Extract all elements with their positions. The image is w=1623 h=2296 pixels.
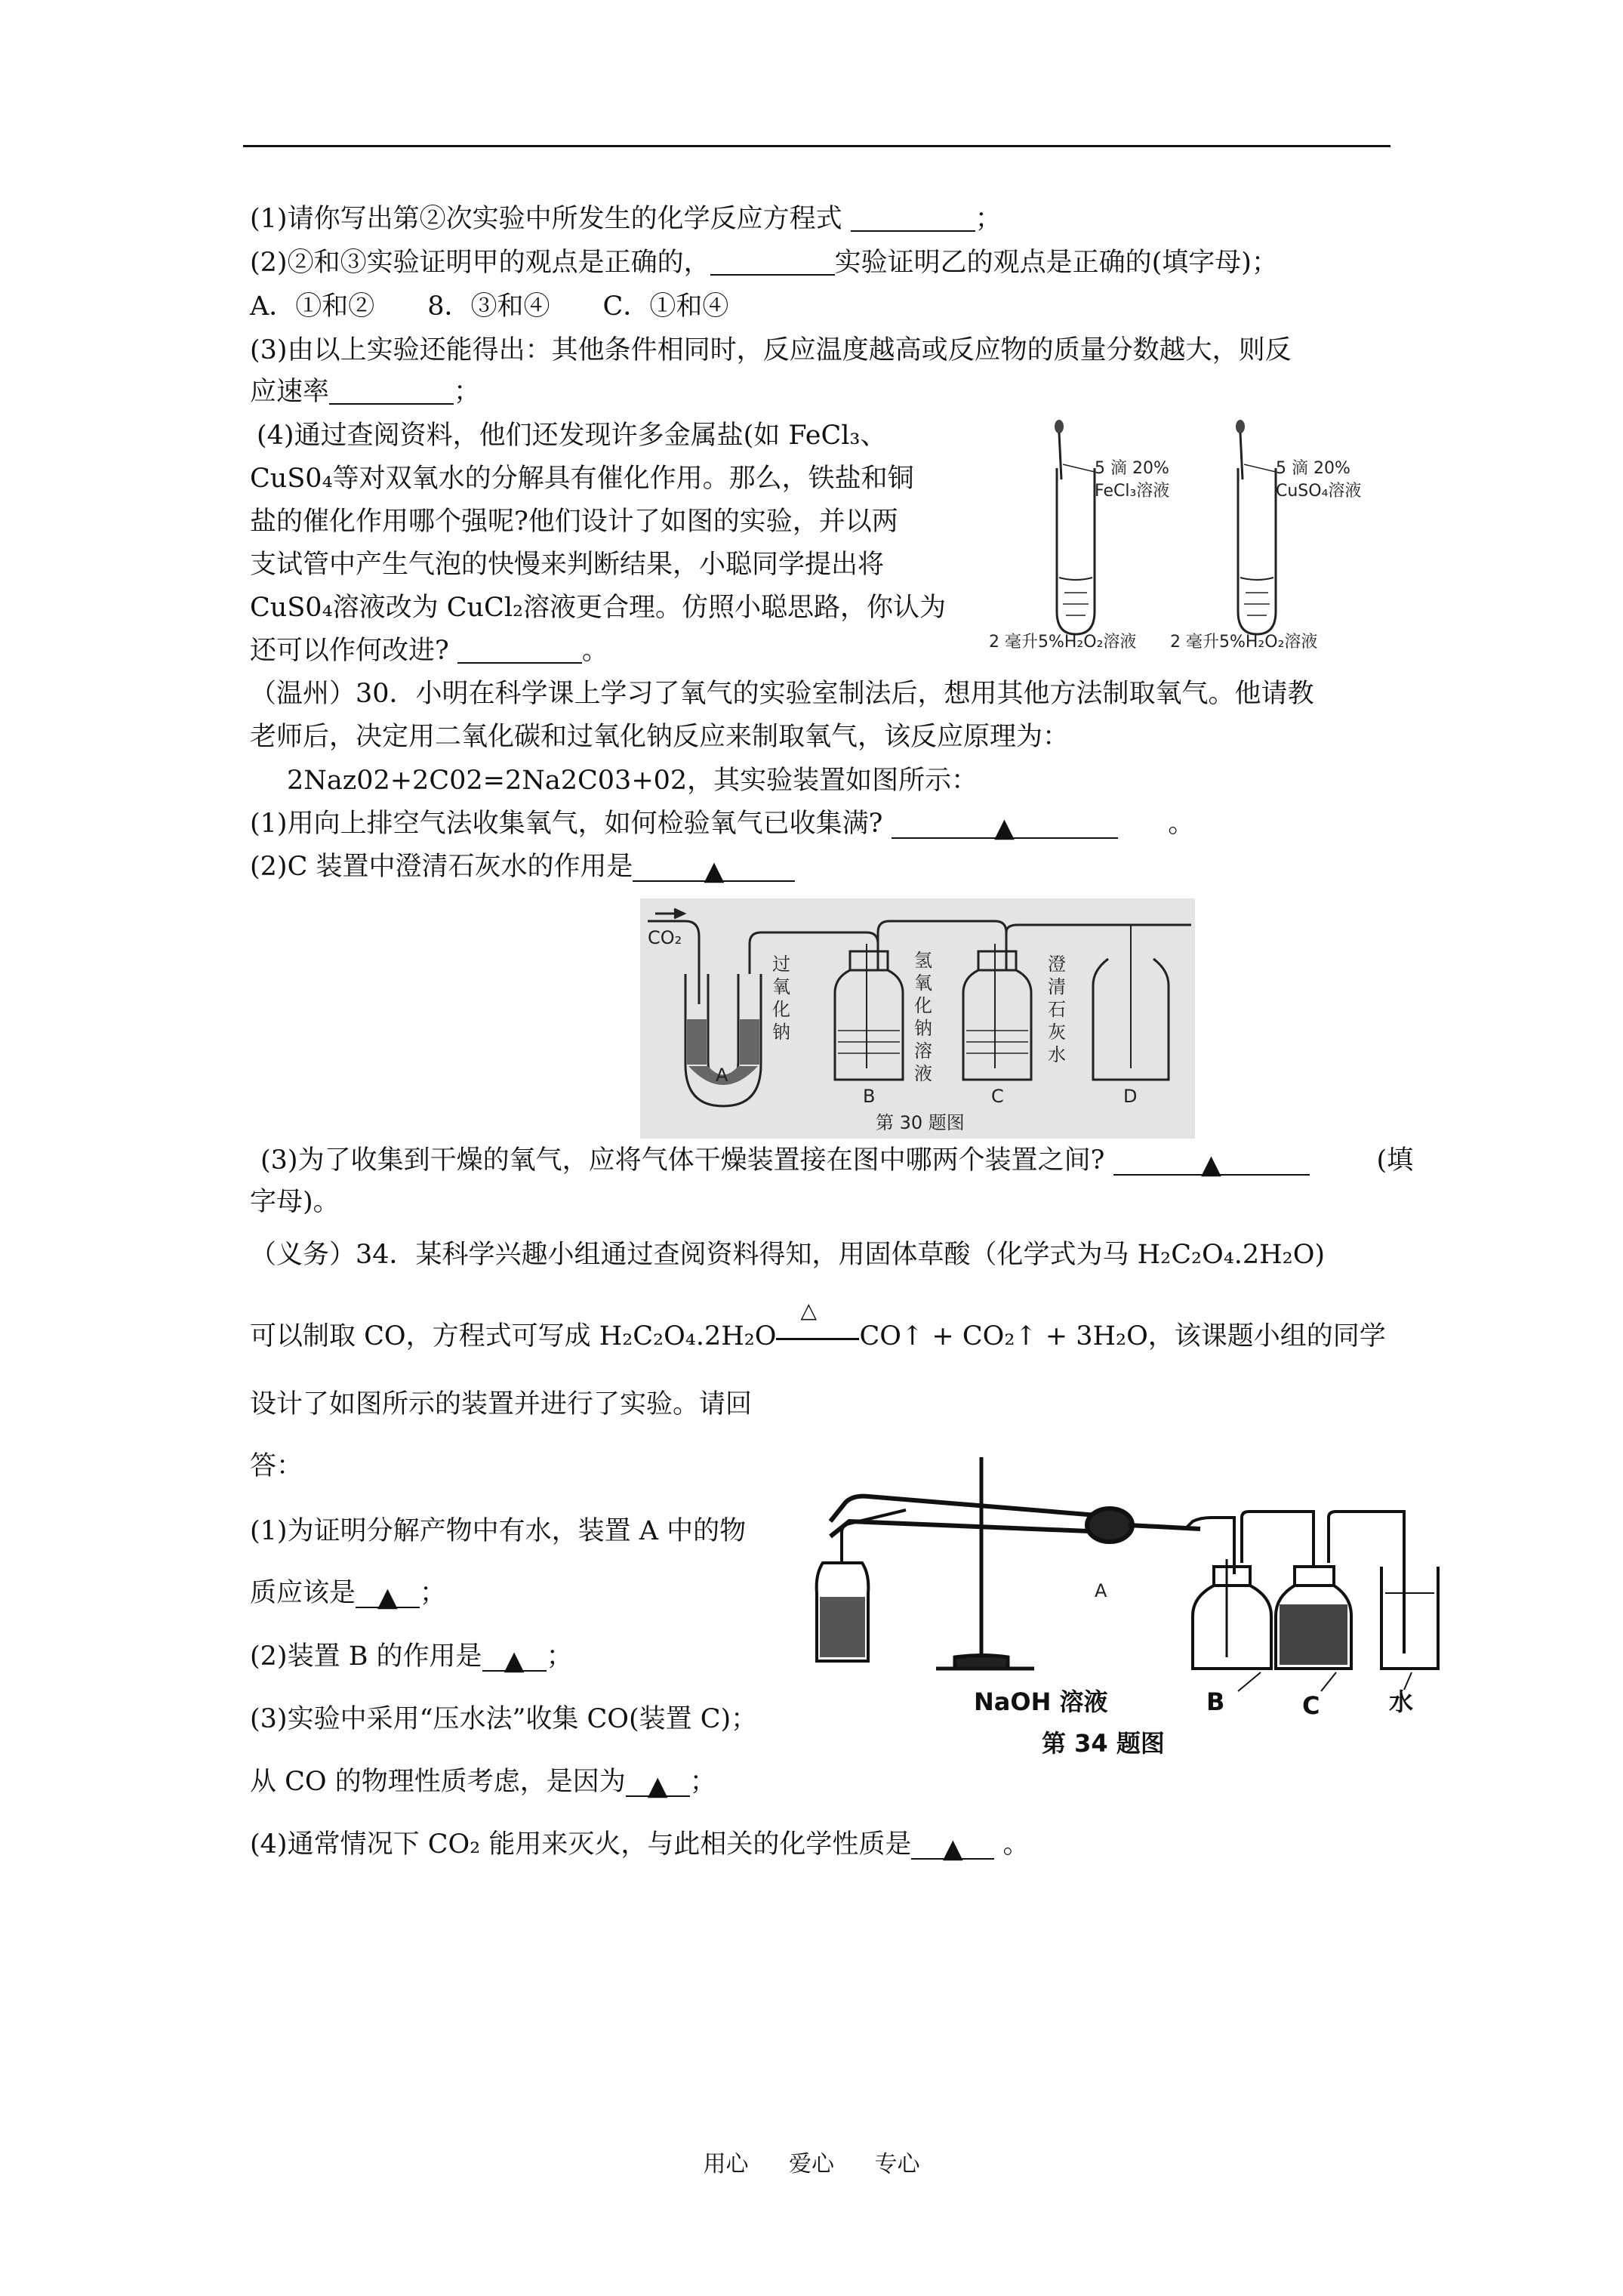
answer-blank[interactable]: ▲ — [356, 1581, 420, 1608]
answer-blank[interactable]: ▲ — [626, 1770, 690, 1797]
left-bottom-label: 2 毫升5%H₂O₂溶液 — [989, 633, 1137, 652]
reaction-arrow — [776, 1298, 859, 1340]
flask-left — [817, 1510, 906, 1661]
heated-tube — [830, 1496, 1200, 1542]
q30-equation: 2Naz02+2C02=2Na2C03+02，其实验装置如图所示： — [287, 766, 978, 796]
label-a-char-2: 氧 — [772, 976, 790, 997]
q29-part4-line2: CuS0₄等对双氧水的分解具有催化作用。那么，铁盐和铜 — [250, 464, 914, 494]
q34-part3-line1: (3)实验中采用“压水法”收集 CO(装置 C)； — [250, 1704, 758, 1734]
q30-part3-line1: (3)为了收集到干燥的氧气，应将气体干燥装置接在图中哪两个装置之间? ▲ (填 — [260, 1145, 1414, 1180]
answer-blank[interactable] — [329, 378, 454, 405]
label-b-char-3: 化 — [914, 995, 932, 1016]
iron-stand — [936, 1457, 1034, 1669]
figure-34-caption: 第 34 题图 — [1042, 1729, 1165, 1758]
label-naoh: NaOH 溶液 — [974, 1687, 1108, 1716]
q34-part1-line1: (1)为证明分解产物中有水，装置 A 中的物 — [250, 1516, 747, 1546]
label-c-char-4: 灰 — [1048, 1022, 1066, 1043]
label-a-char-4: 钠 — [772, 1022, 790, 1043]
answer-blank[interactable]: ▲ — [911, 1832, 994, 1860]
q29-part4-line4: 支试管中产生气泡的快慢来判断结果，小聪同学提出将 — [250, 550, 885, 580]
label-a-char-3: 化 — [772, 999, 790, 1020]
answer-blank[interactable]: ▲ — [482, 1644, 547, 1672]
right-dropper — [1236, 420, 1276, 479]
figure-30-apparatus — [640, 898, 1195, 1139]
q29-part3-line1: (3)由以上实验还能得出：其他条件相同时，反应温度越高或反应物的质量分数越大，则反 — [250, 335, 1292, 365]
bottle-c — [1276, 1567, 1351, 1669]
q29-part2: (2)②和③实验证明甲的观点是正确的， 实验证明乙的观点是正确的(填字母)； — [250, 248, 1278, 278]
right-reagent-label: CuSO₄溶液 — [1276, 482, 1362, 501]
footer-item: 专心 — [874, 2151, 920, 2177]
answer-blank[interactable]: ▲ — [892, 812, 1118, 839]
figure-30-caption: 第 30 题图 — [876, 1112, 965, 1133]
answer-blank[interactable]: ▲ — [633, 855, 795, 882]
q29-part4-line1: (4)通过查阅资料，他们还发现许多金属盐(如 FeCl₃、 — [257, 421, 887, 451]
label-c: C — [1302, 1691, 1320, 1720]
label-b-char-1: 氢 — [914, 950, 932, 971]
left-drop-label: 5 滴 20% — [1095, 459, 1169, 478]
q29-part1: (1)请你写出第②次实验中所发生的化学反应方程式 ； — [250, 204, 1002, 234]
label-a-char-1: 过 — [772, 954, 790, 975]
q30-intro-line1: （温州）30．小明在科学课上学习了氧气的实验室制法后，想用其他方法制取氧气。他请教 — [250, 679, 1314, 709]
q29-options: A．①和② 8．③和④ C．①和④ — [250, 291, 729, 322]
q34-part4: (4)通常情况下 CO₂ 能用来灭火，与此相关的化学性质是 ▲ 。 — [250, 1829, 1030, 1864]
q29-part4-line6: 还可以作何改进? 。 — [250, 636, 608, 666]
q30-intro-line2: 老师后，决定用二氧化碳和过氧化钠反应来制取氧气，该反应原理为： — [250, 722, 1070, 752]
answer-blank[interactable] — [710, 248, 835, 276]
q34-part3-line2: 从 CO 的物理性质考虑，是因为 ▲ ； — [250, 1767, 716, 1801]
label-a: A — [716, 1065, 728, 1086]
q30-part2: (2)C 装置中澄清石灰水的作用是 ▲ — [250, 850, 795, 883]
right-test-tube — [1238, 468, 1276, 634]
co2-label: CO₂ — [648, 927, 682, 948]
q34-part1-line2: 质应该是 ▲ ； — [250, 1578, 447, 1613]
label-water: 水 — [1389, 1687, 1414, 1716]
label-a: A — [1095, 1580, 1107, 1601]
q30-part3-line2: 字母)。 — [250, 1187, 340, 1217]
q34-intro-line1: （义务）34．某科学兴趣小组通过查阅资料得知，用固体草酸（化学式为马 H₂C₂O₄.2H₂O) — [250, 1240, 1326, 1270]
label-b-char-6: 液 — [914, 1063, 932, 1084]
label-b-char-5: 溶 — [914, 1040, 932, 1062]
left-dropper — [1055, 420, 1095, 479]
label-c-char-5: 水 — [1048, 1044, 1066, 1065]
beaker — [1381, 1567, 1438, 1669]
q34-intro-line3: 设计了如图所示的装置并进行了实验。请回 — [250, 1389, 753, 1419]
q34-equation-line: 可以制取 CO，方程式可写成 H₂C₂O₄.2H₂O △ CO↑ + CO₂↑ + 3H₂O，该课题小组的同学 — [250, 1320, 1386, 1353]
q30-part1: (1)用向上排空气法收集氧气，如何检验氧气已收集满? ▲ 。 — [250, 809, 1195, 843]
footer-item: 爱心 — [789, 2151, 834, 2177]
left-reagent-label: FeCl₃溶液 — [1095, 482, 1170, 501]
label-b-char-2: 氧 — [914, 972, 932, 994]
label-b-char-4: 钠 — [914, 1018, 932, 1039]
bottle-b — [1193, 1559, 1271, 1669]
label-b: B — [863, 1086, 876, 1107]
answer-blank[interactable] — [851, 205, 975, 232]
q29-part3-line2: 应速率 ； — [250, 377, 481, 407]
answer-blank[interactable]: ▲ — [1113, 1148, 1310, 1176]
left-test-tube — [1057, 468, 1095, 634]
right-drop-label: 5 滴 20% — [1276, 459, 1350, 478]
label-c-char-2: 清 — [1048, 976, 1066, 997]
q34-intro-line4: 答： — [250, 1451, 303, 1481]
header-rule — [243, 145, 1390, 147]
figure-34-apparatus — [808, 1412, 1442, 1759]
right-bottom-label: 2 毫升5%H₂O₂溶液 — [1170, 633, 1318, 652]
label-c-char-3: 石 — [1048, 999, 1066, 1020]
heat-condition: △ — [800, 1298, 818, 1323]
q34-part2: (2)装置 B 的作用是 ▲ ； — [250, 1641, 573, 1676]
page-footer — [0, 2145, 1623, 2178]
label-d: D — [1123, 1086, 1138, 1107]
footer-item: 用心 — [703, 2151, 749, 2177]
answer-blank[interactable] — [457, 636, 582, 664]
q29-part4-line3: 盐的催化作用哪个强呢?他们设计了如图的实验，并以两 — [250, 507, 898, 537]
label-c: C — [991, 1086, 1004, 1107]
label-c-char-1: 澄 — [1048, 954, 1066, 975]
test-tube-figure — [981, 411, 1404, 661]
q29-part4-line5: CuS0₄溶液改为 CuCl₂溶液更合理。仿照小聪思路，你认为 — [250, 593, 947, 623]
label-b: B — [1206, 1687, 1225, 1716]
